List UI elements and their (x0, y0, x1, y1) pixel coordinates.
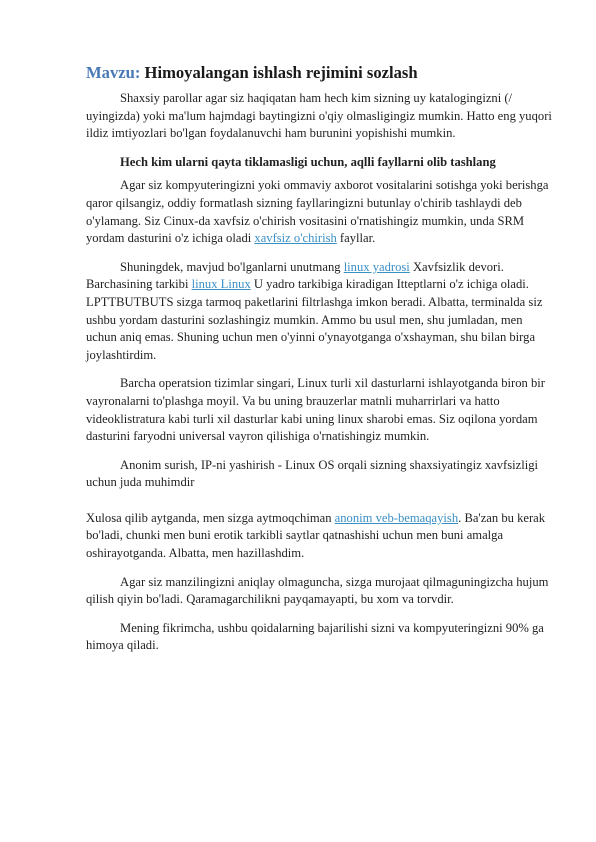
document-page (86, 62, 554, 666)
linux-kernel-link[interactable]: linux yadrosi (343, 259, 410, 274)
page-title (86, 62, 554, 84)
paragraph-7: Agar siz manzilingizni aniqlay olmaguncha, sizga murojaat qilmaguningizcha hujum qilish qiyin bo'ladi. Qaramagarchilikni payqamayapti, bu xom va torvdir. (86, 574, 549, 607)
paragraph-3-tail: U yadro tarkibiga kiradigan Itteptlarni o'z ichiga oladi. LPTTBUTBUTS sizga tarmoq paketlarini filtrlashga imkon beradi. Albatta, terminalda siz ushbu yordam dasturini sozlashingiz mumkin. Ammo bu usul men, shu jumladan, men uchun aniq emas. Shuning uchun men o'yinni o'ynayotganga o'xshayman, shu bilan birga joylashtirdim. (86, 277, 543, 362)
section-heading: Hech kim ularni qayta tiklamasligi uchun, aqlli fayllarni olib tashlang (120, 154, 496, 169)
paragraph-2-text: Agar siz kompyuteringizni yoki ommaviy axborot vositalarini sotishga yoki berishga qaror qilsangiz, oddiy formatlash sizning fayllaringizni butunlay o'chirib tashlaydi deb o'ylamang. Siz Cinux-da xavfsiz o'chirish vositasini o'rnatishingiz mumkin, unda SRM yordam dasturini o'z ichiga oladi (86, 178, 549, 246)
anonymous-browsing-link[interactable]: anonim veb-bemaqayish (334, 510, 459, 525)
paragraph-3-middle: Xavfsizlik devori. Barchasining tarkibi (86, 259, 504, 292)
paragraph-6 (86, 510, 554, 563)
blank-line (86, 492, 554, 510)
paragraph-1: Shaxsiy parollar agar siz haqiqatan ham hech kim sizning uy katalogingizni (/ uyingizda) yoki ma'lum hajmdagi baytingizni o'qiy olmasligingiz mumkin. Hatto eng yuqori ildiz imtiyozlari bo'lgan foydalanuvchi ham burunini yopishishi mumkin. (86, 91, 552, 141)
paragraph-2-tail: fayllar. (336, 231, 376, 246)
paragraph-3 (86, 259, 554, 365)
paragraph-2 (86, 177, 554, 247)
title-label: Mavzu: (86, 63, 141, 82)
paragraph-4: Barcha operatsion tizimlar singari, Linux turli xil dasturlarni ishlayotganda biron bir vayronalarni to'plashga moyil. Va bu uning brauzerlar matnli muharrirlari va hatto videoklistratura kabi turli xil dasturlar kabi uning linux sharobi emas. Siz oqilona yordam dasturini faryodni universal vayron qilishiga o'rnatishingiz mumkin. (86, 376, 545, 444)
linux-linux-link[interactable]: linux Linux (191, 277, 251, 292)
paragraph-6-text: Xulosa qilib aytganda, men sizga aytmoqchiman (86, 510, 335, 525)
paragraph-8: Mening fikrimcha, ushbu qoidalarning bajarilishi sizni va kompyuteringizni 90% ga himoya qiladi. (86, 620, 544, 653)
secure-delete-link[interactable]: xavfsiz o'chirish (254, 231, 337, 246)
paragraph-6-tail: . Ba'zan bu kerak bo'ladi, chunki men buni erotik tarkibli saytlar qatnashishi uchun men buni amalga oshirayotganda. Albatta, men hazillashdim. (86, 510, 546, 561)
paragraph-3-text: Shuningdek, mavjud bo'lganlarni unutmang (120, 259, 344, 274)
title-text: Himoyalangan ishlash rejimini sozlash (144, 63, 418, 82)
paragraph-5: Anonim surish, IP-ni yashirish - Linux OS orqali sizning shaxsiyatingiz xavfsizligi uchun juda muhimdir (86, 457, 539, 490)
